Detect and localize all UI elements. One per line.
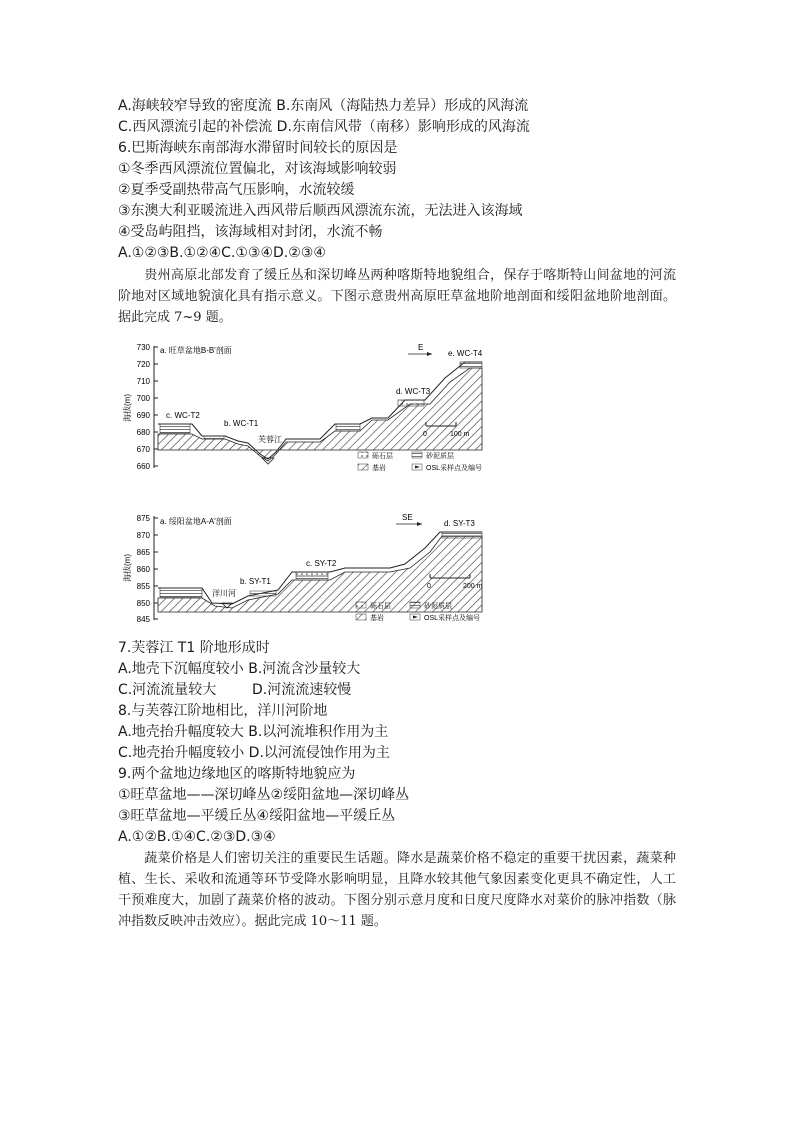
q7-option-d: D.河流流速较慢 <box>252 682 352 698</box>
q6-item-3: ③东澳大利亚暖流进入西风带后顺西风漂流东流，无法进入该海域 <box>118 203 523 219</box>
fig2-label-t1: b. SY-T1 <box>240 577 271 586</box>
fig2-ytick-865: 865 <box>136 548 150 557</box>
fig2-scale-text: 200 m <box>463 583 483 590</box>
fig1-ytick-670: 670 <box>136 445 150 454</box>
fig1-scale-zero: 0 <box>423 431 427 438</box>
q7-options-ab: A.地壳下沉幅度较小 B.河流含沙量较大 <box>118 661 361 677</box>
fig2-label-t3: d. SY-T3 <box>444 519 475 528</box>
wangcao-terrace-profile <box>120 338 500 478</box>
q9-items-12: ①旺草盆地——深切峰丛②绥阳盆地—深切峰丛 <box>118 787 410 803</box>
fig1-t1-sediment <box>204 436 224 439</box>
fig2-title: a. 绥阳盆地A-A'剖面 <box>160 517 232 526</box>
fig2-ytick-860: 860 <box>136 565 150 574</box>
passage-karst <box>118 265 676 328</box>
fig1-label-t1: b. WC-T1 <box>224 419 259 428</box>
fig1-t3-gravel <box>398 400 424 406</box>
q8-options-ab: A.地壳抬升幅度较大 B.以河流堆积作用为主 <box>118 724 389 740</box>
fig2-ytick-875: 875 <box>136 514 150 523</box>
q8-stem: 8.与芙蓉江阶地相比，洋川河阶地 <box>118 703 328 719</box>
fig1-river-label: 芙蓉江 <box>258 435 282 444</box>
q9-options: A.①②B.①④C.②③D.③④ <box>118 829 276 845</box>
fig1-mid-sediment <box>336 424 360 431</box>
q9-items-34: ③旺草盆地—平缓丘丛④绥阳盆地—平缓丘丛 <box>118 808 396 824</box>
fig2-scale-zero: 0 <box>427 583 431 590</box>
fig2-direction-label: SE <box>402 513 413 522</box>
fig2-legend-gravel-swatch <box>356 602 366 608</box>
fig2-y-axis-label: 海拔(m) <box>123 554 132 582</box>
fig2-left-sediment <box>160 588 202 597</box>
fig2-ytick-870: 870 <box>136 531 150 540</box>
fig1-title: a. 旺草盆地B-B'剖面 <box>160 346 232 355</box>
fig1-y-ticks <box>137 343 158 471</box>
fig2-t2-gravel <box>296 572 328 576</box>
q7-option-c: C.河流流量较大 <box>118 682 217 698</box>
fig2-t2-sand <box>296 576 328 580</box>
q8-options-cd: C.地壳抬升幅度较小 D.以河流侵蚀作用为主 <box>118 745 390 761</box>
fig1-label-t4: e. WC-T4 <box>448 349 483 358</box>
fig2-river-label: 洋川河 <box>212 589 236 598</box>
q5-options-ab: A.海峡较窄导致的密度流 B.东南风（海陆热力差异）形成的风海流 <box>118 98 529 114</box>
fig2-legend-sand-swatch <box>410 602 420 608</box>
fig2-direction-arrowhead <box>417 522 422 526</box>
fig1-legend-sand: 砂泥质层 <box>426 453 454 460</box>
fig1-ytick-730: 730 <box>136 343 150 352</box>
fig1-ytick-690: 690 <box>136 411 150 420</box>
suiyang-terrace-profile <box>120 508 500 626</box>
q6-item-4: ④受岛屿阻挡，该海域相对封闭，水流不畅 <box>118 224 383 240</box>
passage-vegetable-text: 蔬菜价格是人们密切关注的重要民生话题。降水是蔬菜价格不稳定的重要干扰因素，蔬菜种植、生长、采收和流通等环节受降水影响明显，且降水较其他气象因素变化更具不确定性，人工干预难度大，加剧了蔬菜价格的波动。下图分别示意月度和日度尺度降水对菜价的脉冲指数（脉冲指数反映冲击效应）。据此完成 10～11 题。 <box>118 851 676 929</box>
fig2-t1-sediment <box>250 591 276 596</box>
q5-options-cd: C.西风漂流引起的补偿流 D.东南信风带（南移）影响形成的风海流 <box>118 119 530 135</box>
fig2-ytick-850: 850 <box>136 599 150 608</box>
fig2-label-t2: c. SY-T2 <box>306 559 337 568</box>
fig1-direction-arrowhead <box>427 352 432 356</box>
fig1-legend-bedrock-swatch <box>358 464 368 470</box>
fig1-legend-sand-swatch <box>412 452 422 458</box>
fig2-legend-sand: 砂泥质层 <box>424 603 452 610</box>
q9-stem: 9.两个盆地边缘地区的喀斯特地貌应为 <box>118 766 356 782</box>
fig2-legend-osl: OSL采样点及编号 <box>424 615 481 622</box>
fig1-bedrock <box>158 368 482 461</box>
q6-stem: 6.巴斯海峡东南部海水滞留时间较长的原因是 <box>118 140 398 156</box>
fig1-legend-gravel-swatch <box>358 452 368 458</box>
q6-options: A.①②③B.①②④C.①③④D.②③④ <box>118 245 326 261</box>
fig1-t4-sediment <box>460 362 482 368</box>
fig1-t2-sediment <box>160 424 190 433</box>
fig1-label-t2: c. WC-T2 <box>166 411 200 420</box>
fig2-t3-sediment <box>442 532 482 538</box>
passage-karst-text: 贵州高原北部发育了缓丘丛和深切峰丛两种喀斯特地貌组合，保存于喀斯特山间盆地的河流阶地对区域地貌演化具有指示意义。下图示意贵州高原旺草盆地阶地剖面和绥阳盆地阶地剖面。据此完成 7~9 题。 <box>118 268 676 325</box>
q6-item-2: ②夏季受副热带高气压影响，水流较缓 <box>118 182 355 198</box>
fig2-y-ticks <box>137 514 158 624</box>
fig1-label-t3: d. WC-T3 <box>396 387 431 396</box>
fig1-scale-text: 100 m <box>450 431 470 438</box>
fig2-legend-bedrock: 基岩 <box>370 615 384 622</box>
q7-stem: 7.芙蓉江 T1 阶地形成时 <box>118 640 270 656</box>
fig1-legend-gravel: 砾石层 <box>372 453 393 460</box>
fig2-ytick-855: 855 <box>136 582 150 591</box>
fig2-legend-gravel: 砾石层 <box>370 603 391 610</box>
fig2-legend-bedrock-swatch <box>356 614 366 620</box>
fig1-ytick-710: 710 <box>136 377 150 386</box>
fig1-ytick-660: 660 <box>136 462 150 471</box>
passage-vegetable <box>118 848 676 932</box>
fig1-y-axis-label: 海拔(m) <box>123 394 132 422</box>
fig1-ytick-700: 700 <box>136 394 150 403</box>
q6-item-1: ①冬季西风漂流位置偏北，对该海域影响较弱 <box>118 161 397 177</box>
fig1-direction-label: E <box>418 343 424 352</box>
fig1-legend <box>358 451 482 472</box>
fig1-ytick-680: 680 <box>136 428 150 437</box>
fig1-ytick-720: 720 <box>136 360 150 369</box>
fig1-legend-osl: OSL采样点及编号 <box>426 465 483 472</box>
fig1-legend-bedrock: 基岩 <box>372 465 386 472</box>
fig2-ytick-845: 845 <box>136 615 150 624</box>
